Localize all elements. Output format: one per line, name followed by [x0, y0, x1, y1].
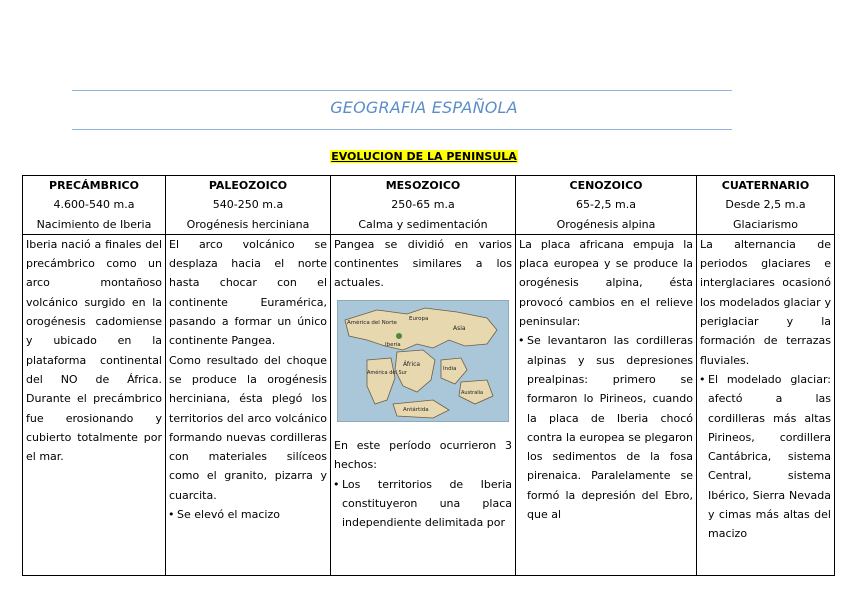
map-label: Asia: [453, 324, 466, 332]
bullet-item: • Los territorios de Iberia constituyeron una placa independiente delimitada por: [334, 475, 512, 533]
geologic-eras-table: [22, 175, 835, 576]
era-range: Desde 2,5 m.a: [725, 198, 806, 212]
era-event: Orogénesis alpina: [556, 217, 656, 231]
header-top-rule: [72, 90, 732, 91]
section-subtitle: [0, 150, 848, 163]
bullet-item: • Se elevó el macizo: [169, 505, 327, 524]
era-event: Calma y sedimentación: [358, 217, 488, 231]
era-paragraph: La alternancia de periodos glaciares e interglaciares ocasionó los modelados glaciar y periglaciar y la formación de terrazas fluviales.: [700, 237, 831, 367]
pangea-map-image: [337, 300, 509, 422]
document-title: GEOGRAFIA ESPAÑOLA: [330, 98, 518, 117]
era-name: MESOZOICO: [385, 179, 461, 192]
era-paragraph: Pangea se dividió en varios continentes similares a los actuales.: [334, 237, 512, 290]
era-event: Glaciarismo: [733, 217, 798, 231]
map-label: Australia: [461, 389, 484, 396]
map-label: Europa: [409, 315, 429, 322]
era-name: PRECÁMBRICO: [49, 179, 139, 192]
era-range: 540-250 m.a: [212, 198, 284, 212]
era-event: Nacimiento de Iberia: [36, 217, 152, 231]
era-header-cenozoico: [516, 176, 697, 235]
era-range: 65-2,5 m.a: [576, 198, 636, 212]
era-paragraph: En este período ocurrieron 3 hechos:: [334, 439, 512, 472]
era-header-paleozoico: [166, 176, 331, 235]
header-bottom-rule: [72, 129, 732, 130]
era-body-mesozoico: [331, 234, 516, 575]
era-name: PALEOZOICO: [208, 179, 288, 192]
table-body-row: [23, 234, 835, 575]
subtitle-text: EVOLUCION DE LA PENINSULA: [331, 150, 517, 163]
bullet-item: • El modelado glaciar: afectó a las cordilleras más altas Pirineos, cordillera Cantábrica, sistema Central, sistema Ibérico, Sierra Nevada y cimas más altas del macizo: [700, 370, 831, 544]
table-header-row: [23, 176, 835, 235]
era-body-paleozoico: [166, 234, 331, 575]
era-header-cuaternario: [697, 176, 835, 235]
era-paragraph: El arco volcánico se desplaza hacia el norte hasta chocar con el continente Euramérica, pasando a formar un único continente Pangea.: [169, 237, 327, 348]
map-label: América del Norte: [347, 319, 397, 326]
era-range: 4.600-540 m.a: [53, 198, 135, 212]
era-range: 250-65 m.a: [391, 198, 455, 212]
era-paragraph: La placa africana empuja la placa europea y se produce la orogénesis alpina, ésta provocó cambios en el relieve peninsular:: [519, 237, 693, 329]
era-body-precambrico: [23, 234, 166, 575]
map-label: Antártida: [403, 406, 429, 413]
map-label: África: [403, 360, 421, 368]
era-body-cenozoico: [516, 234, 697, 575]
era-name: CUATERNARIO: [721, 179, 810, 192]
bullet-item: • Se levantaron las cordilleras alpinas y sus depresiones prealpinas: primero se formaron lo Pirineos, cuando la placa de Iberia chocó contra la europea se plegaron los sedimentos de la fosa pirenaica. Paralelamente se formó la depresión del Ebro, que al: [519, 331, 693, 524]
era-body-cuaternario: [697, 234, 835, 575]
era-event: Orogénesis herciniana: [186, 217, 310, 231]
era-header-mesozoico: [331, 176, 516, 235]
map-label: India: [443, 365, 457, 372]
era-header-precambrico: [23, 176, 166, 235]
era-paragraph: Como resultado del choque se produce la orogénesis herciniana, ésta plegó los territorios del arco volcánico formando nuevas cordilleras con materiales silíceos como el granito, pizarra y cuarcita.: [169, 353, 327, 502]
era-paragraph: Iberia nació a finales del precámbrico como un arco montañoso volcánico surgido en la orogénesis cadomiense y ubicado en la plataforma continental del NO de África. Durante el precámbrico fue erosionando y cubierto totalmente por el mar.: [26, 237, 162, 464]
map-label: Iberia: [385, 341, 401, 348]
map-label: América del Sur: [367, 369, 407, 376]
era-name: CENOZOICO: [569, 179, 643, 192]
